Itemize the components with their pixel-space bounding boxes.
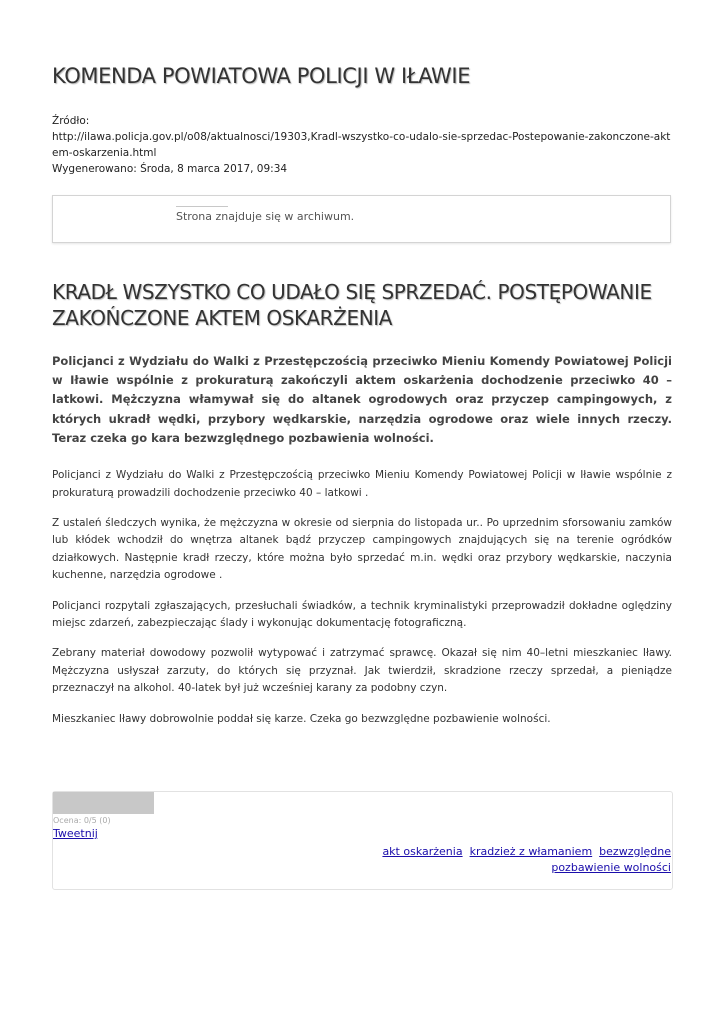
archive-notice: Strona znajduje się w archiwum. <box>176 210 355 223</box>
tag-link[interactable]: kradzież z włamaniem <box>469 845 593 858</box>
article-paragraph: Mieszkaniec Iławy dobrowolnie poddał się karze. Czeka go bezwzględne pozbawienie wolności. <box>52 712 551 725</box>
archive-divider <box>176 206 228 207</box>
tag-list <box>371 844 671 876</box>
source-label: Źródło: <box>52 115 90 127</box>
rating-text: Ocena: 0/5 (0) <box>53 816 111 825</box>
archive-notice-box <box>52 195 671 243</box>
tag-link[interactable]: bezwzględne pozbawienie wolności <box>551 845 671 874</box>
source-url: http://ilawa.policja.gov.pl/o08/aktualnosci/19303,Kradl-wszystko-co-udalo-sie-sprzedac-Postepowanie-zakonczone-aktem-oskarzenia.html <box>52 131 671 159</box>
article-lead: Policjanci z Wydziału do Walki z Przestępczością przeciwko Mieniu Komendy Powiatowej Policji w Iławie wspólnie z prokuraturą zakończyli aktem oskarżenia dochodzenie przeciwko 40 – latkowi. Mężczyzna włamywał się do altanek ogrodowych oraz przyczep campingowych, z których ukradł wędki, przybory wędkarskie, narzędzia ogrodowe oraz wiele innych rzeczy. Teraz czeka go kara bezwzględnego pozbawienia wolności. <box>52 354 672 445</box>
article-title: KRADŁ WSZYSTKO CO UDAŁO SIĘ SPRZEDAĆ. POSTĘPOWANIE ZAKOŃCZONE AKTEM OSKARŻENIA <box>52 280 652 330</box>
article-body <box>52 467 672 741</box>
site-title: KOMENDA POWIATOWA POLICJI W IŁAWIE <box>52 64 471 88</box>
tweet-link[interactable]: Tweetnij <box>53 827 98 840</box>
article-paragraph: Policjanci rozpytali zgłaszających, przesłuchali świadków, a technik kryminalistyki przeprowadził dokładne oględziny miejsc zdarzeń, zabezpieczając ślady i wykonując dokumentację fotograficzną. <box>52 599 672 630</box>
generated-date: Wygenerowano: Środa, 8 marca 2017, 09:34 <box>52 163 288 175</box>
article-paragraph: Zebrany materiał dowodowy pozwolił wytypować i zatrzymać sprawcę. Okazał się nim 40–letni mieszkaniec Iławy. Mężczyzna usłyszał zarzuty, do których się przyznał. Jak twierdził, skradzione rzeczy sprzedał, a pieniądze przeznaczył na alkohol. 40-latek był już wcześniej karany za podobny czyn. <box>52 647 672 695</box>
article-paragraph: Policjanci z Wydziału do Walki z Przestępczością przeciwko Mieniu Komendy Powiatowej Policji w Iławie wspólnie z prokuraturą prowadzili dochodzenie przeciwko 40 – latkowi . <box>52 469 672 499</box>
document-meta <box>52 113 674 177</box>
article-paragraph: Z ustaleń śledczych wynika, że mężczyzna w okresie od sierpnia do listopada ur.. Po uprzednim sforsowaniu zamków lub kłódek wchodził do wnętrza altanek bądź przyczep campingowych znajdujących się na terenie ogródków działkowych. Następnie kradł rzeczy, które można było sprzedać m.in. wędki oraz przybory wędkarskie, naczynia kuchenne, narzędzia ogrodowe . <box>52 516 672 582</box>
article-footer <box>52 791 673 890</box>
rating-stars[interactable] <box>53 792 154 814</box>
tag-link[interactable]: akt oskarżenia <box>382 845 463 858</box>
